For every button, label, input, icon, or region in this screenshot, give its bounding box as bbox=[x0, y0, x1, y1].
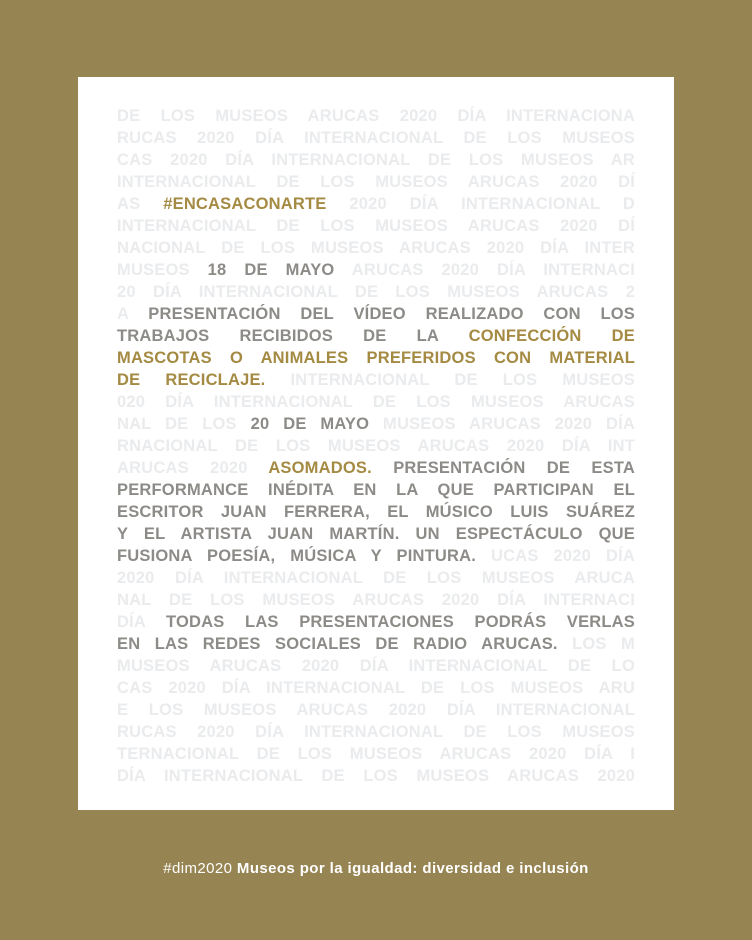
poster-text-block bbox=[117, 105, 635, 787]
body-text: EN LAS REDES SOCIALES DE RADIO ARUCAS. bbox=[117, 635, 573, 653]
poster-line bbox=[117, 127, 635, 149]
poster-line bbox=[117, 105, 635, 127]
poster-line bbox=[117, 347, 635, 369]
poster-line bbox=[117, 743, 635, 765]
watermark-text: ARUCAS 2020 DÍA INTERNACI bbox=[334, 261, 635, 279]
body-text: 18 DE MAYO bbox=[207, 261, 335, 279]
watermark-text: DÍA bbox=[117, 613, 166, 631]
watermark-text: INTERNACIONAL DE LOS MUSEOS ARUCAS 2020 DÍ bbox=[117, 173, 635, 191]
body-text: TODAS LAS PRESENTACIONES PODRÁS VERLAS bbox=[166, 613, 635, 631]
poster-line bbox=[117, 655, 635, 677]
watermark-text: 20 DÍA INTERNACIONAL DE LOS MUSEOS ARUCAS 2 bbox=[117, 283, 635, 301]
poster-line bbox=[117, 369, 635, 391]
watermark-text: 2020 DÍA INTERNACIONAL DE LOS MUSEOS ARUCA bbox=[117, 569, 635, 587]
poster-line bbox=[117, 413, 635, 435]
poster-card bbox=[78, 77, 674, 810]
poster-line bbox=[117, 765, 635, 787]
poster-line bbox=[117, 193, 635, 215]
poster-line bbox=[117, 237, 635, 259]
watermark-text: DÍA INTERNACIONAL DE LOS MUSEOS ARUCAS 2020 bbox=[117, 767, 635, 785]
watermark-text: NACIONAL DE LOS MUSEOS ARUCAS 2020 DÍA INTER bbox=[117, 239, 635, 257]
watermark-text: RUCAS 2020 DÍA INTERNACIONAL DE LOS MUSEOS bbox=[117, 129, 635, 147]
poster-footer bbox=[0, 860, 752, 877]
watermark-text: AS bbox=[117, 195, 164, 213]
poster-line bbox=[117, 567, 635, 589]
footer-hashtag: #dim2020 bbox=[163, 860, 233, 877]
poster-line bbox=[117, 677, 635, 699]
watermark-text: INTERNACIONAL DE LOS MUSEOS bbox=[290, 371, 635, 389]
watermark-text: E LOS MUSEOS ARUCAS 2020 DÍA INTERNACIONAL bbox=[117, 701, 635, 719]
poster-line bbox=[117, 545, 635, 567]
watermark-text: NAL DE LOS MUSEOS ARUCAS 2020 DÍA INTERNACI bbox=[117, 591, 635, 609]
watermark-text: MUSEOS bbox=[117, 261, 208, 279]
watermark-text: RUCAS 2020 DÍA INTERNACIONAL DE LOS MUSEOS bbox=[117, 723, 635, 741]
watermark-text: INTERNACIONAL DE LOS MUSEOS ARUCAS 2020 DÍ bbox=[117, 217, 635, 235]
watermark-text: CAS 2020 DÍA INTERNACIONAL DE LOS MUSEOS ARU bbox=[117, 679, 635, 697]
accent-text: #ENCASACONARTE bbox=[163, 195, 327, 213]
poster-line bbox=[117, 589, 635, 611]
poster-line bbox=[117, 149, 635, 171]
watermark-text: CAS 2020 DÍA INTERNACIONAL DE LOS MUSEOS AR bbox=[117, 151, 635, 169]
watermark-text: MUSEOS ARUCAS 2020 DÍA bbox=[369, 415, 635, 433]
watermark-text: NAL DE LOS bbox=[117, 415, 251, 433]
poster-line bbox=[117, 523, 635, 545]
body-text: PRESENTACIÓN DEL VÍDEO REALIZADO CON LOS bbox=[148, 305, 635, 323]
poster-line bbox=[117, 281, 635, 303]
poster-line bbox=[117, 303, 635, 325]
watermark-text: ARUCAS 2020 bbox=[117, 459, 269, 477]
poster-line bbox=[117, 171, 635, 193]
poster-line bbox=[117, 611, 635, 633]
watermark-text: 2020 DÍA INTERNACIONAL D bbox=[326, 195, 635, 213]
poster-line bbox=[117, 501, 635, 523]
watermark-text: UCAS 2020 DÍA bbox=[490, 547, 635, 565]
watermark-text: TERNACIONAL DE LOS MUSEOS ARUCAS 2020 DÍA I bbox=[117, 745, 635, 763]
body-text: TRABAJOS RECIBIDOS DE LA bbox=[117, 327, 469, 345]
poster-line bbox=[117, 325, 635, 347]
poster-line bbox=[117, 435, 635, 457]
body-text: Y EL ARTISTA JUAN MARTÍN. UN ESPECTÁCULO QUE bbox=[117, 525, 635, 543]
body-text: 20 DE MAYO bbox=[250, 415, 370, 433]
poster-line bbox=[117, 479, 635, 501]
poster-line bbox=[117, 215, 635, 237]
watermark-text: 020 DÍA INTERNACIONAL DE LOS MUSEOS ARUCAS bbox=[117, 393, 635, 411]
watermark-text: RNACIONAL DE LOS MUSEOS ARUCAS 2020 DÍA INT bbox=[117, 437, 635, 455]
body-text: FUSIONA POESÍA, MÚSICA Y PINTURA. bbox=[117, 547, 491, 565]
poster-line bbox=[117, 259, 635, 281]
watermark-text: A bbox=[117, 305, 149, 323]
poster-line bbox=[117, 457, 635, 479]
poster-line bbox=[117, 699, 635, 721]
body-text: ESCRITOR JUAN FERRERA, EL MÚSICO LUIS SUÁREZ bbox=[117, 503, 635, 521]
poster-line bbox=[117, 721, 635, 743]
watermark-text: LOS M bbox=[572, 635, 635, 653]
watermark-text: DE LOS MUSEOS ARUCAS 2020 DÍA INTERNACIONA bbox=[117, 107, 635, 125]
body-text: PRESENTACIÓN DE ESTA bbox=[371, 459, 635, 477]
body-text: PERFORMANCE INÉDITA EN LA QUE PARTICIPAN EL bbox=[117, 481, 635, 499]
accent-text: DE RECICLAJE. bbox=[117, 371, 291, 389]
footer-slogan: Museos por la igualdad: diversidad e inclusión bbox=[236, 860, 589, 877]
accent-text: MASCOTAS O ANIMALES PREFERIDOS CON MATERIAL bbox=[117, 349, 635, 367]
accent-text: CONFECCIÓN DE bbox=[468, 327, 635, 345]
watermark-text: MUSEOS ARUCAS 2020 DÍA INTERNACIONAL DE LO bbox=[117, 657, 635, 675]
accent-text: ASOMADOS. bbox=[268, 459, 372, 477]
poster-line bbox=[117, 391, 635, 413]
poster-line bbox=[117, 633, 635, 655]
